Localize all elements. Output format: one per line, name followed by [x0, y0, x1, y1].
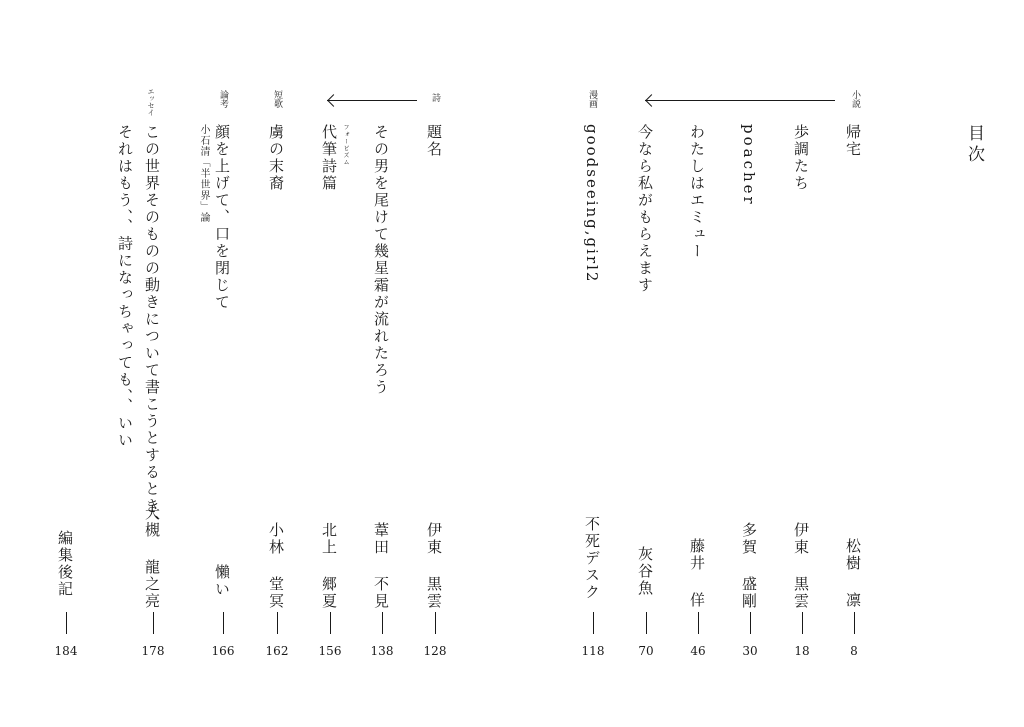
entry-ruby: フォービズム [342, 124, 349, 166]
entry-title [741, 124, 756, 207]
entry-title: それはもう、、詩になっちゃっても、、いい [116, 124, 134, 449]
section-arrow-novel [645, 100, 835, 101]
entry-page: 8 [850, 644, 858, 658]
entry-author: 葦田 不見 [372, 522, 390, 610]
entry-author: 懶い [213, 564, 231, 598]
entry-title: 虜の末裔 [267, 124, 285, 192]
entry-author: 藤井 佯 [688, 538, 706, 609]
leader-dash [750, 612, 751, 634]
entry-title: 歩調たち [792, 124, 810, 192]
entry-page: 162 [265, 644, 289, 658]
entry-page: 118 [581, 644, 605, 658]
entry-page: 70 [638, 644, 654, 658]
entry-page: 184 [54, 644, 78, 658]
section-label-essay-ron: 論考 [218, 90, 228, 108]
entry-title: 題名 [425, 124, 443, 158]
section-label-manga: 漫画 [587, 90, 597, 108]
entry-title: この世界そのものの動きについて書こうとするとき、 [143, 124, 161, 532]
entry-subtitle: 小石清「半世界」論 [198, 124, 209, 223]
entry-title-text: poacher [740, 124, 758, 207]
section-label-essay: エッセイ [147, 88, 155, 116]
entry-title: 今なら私がもらえます [636, 124, 654, 294]
arrowhead-icon [327, 94, 340, 107]
entry-title [584, 124, 599, 283]
entry-page: 166 [211, 644, 235, 658]
leader-dash [277, 612, 278, 634]
leader-dash [593, 612, 594, 634]
section-label-novel: 小説 [850, 90, 860, 108]
entry-page: 18 [794, 644, 810, 658]
entry-author: 大槻 龍之亮 [143, 505, 161, 610]
entry-title: 顔を上げて、口を閉じて [213, 124, 231, 311]
leader-dash [435, 612, 436, 634]
leader-dash [698, 612, 699, 634]
entry-page: 178 [141, 644, 165, 658]
entry-author: 多賀 盛剛 [740, 522, 758, 610]
entry-author: 灰谷魚 [636, 546, 654, 597]
entry-title: 帰宅 [844, 124, 862, 158]
entry-author: 不死デスク [583, 516, 601, 601]
leader-dash [854, 612, 855, 634]
entry-author: 伊東 黒雲 [425, 522, 443, 610]
section-label-poem: 詩 [430, 93, 440, 102]
entry-page: 46 [690, 644, 706, 658]
entry-page: 128 [423, 644, 447, 658]
entry-title-text: goodseeing,girl2 [583, 124, 601, 284]
leader-dash [330, 612, 331, 634]
section-arrow-poem [327, 100, 417, 101]
leader-dash [66, 612, 67, 634]
entry-page: 138 [370, 644, 394, 658]
entry-author: 編集後記 [56, 530, 74, 598]
leader-dash [646, 612, 647, 634]
entry-author: 松樹 凛 [844, 538, 862, 609]
arrowhead-icon [645, 94, 658, 107]
section-label-tanka: 短歌 [272, 90, 282, 108]
leader-dash [153, 612, 154, 634]
entry-title: わたしはエミュー [688, 124, 706, 260]
leader-dash [223, 612, 224, 634]
entry-author: 北上 郷夏 [320, 522, 338, 610]
entry-page: 156 [318, 644, 342, 658]
leader-dash [802, 612, 803, 634]
entry-title: 代筆詩篇 [320, 124, 338, 192]
page-title: 目次 [964, 124, 984, 166]
entry-author: 小林 堂冥 [267, 522, 285, 610]
entry-title: その男を尾けて幾星霜が流れたろう [372, 124, 390, 396]
entry-page: 30 [742, 644, 758, 658]
leader-dash [382, 612, 383, 634]
entry-author: 伊東 黒雲 [792, 522, 810, 610]
